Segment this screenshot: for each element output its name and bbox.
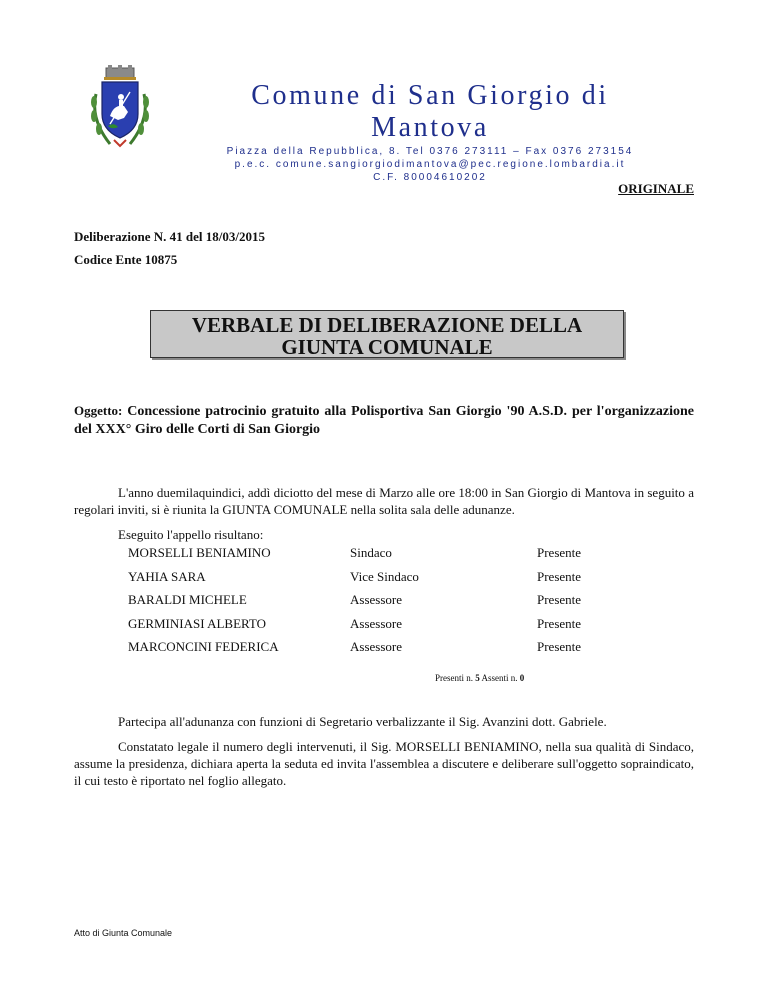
member-role: Assessore (350, 639, 402, 654)
title-line-2: GIUNTA COMUNALE (281, 335, 493, 359)
member-status: Presente (537, 545, 582, 560)
page-footer: Atto di Giunta Comunale (74, 928, 173, 938)
member-role: Vice Sindaco (350, 568, 419, 584)
member-status: Presente (537, 639, 582, 654)
quorum-paragraph (74, 738, 694, 789)
roll-call-label: Eseguito l'appello risultano: (118, 527, 264, 542)
member-name: MORSELLI BENIAMINO (128, 545, 271, 560)
title-line-1: VERBALE DI DELIBERAZIONE DELLA (191, 313, 583, 337)
municipality-pec: p.e.c. comune.sangiorgiodimantova@pec.regione.lombardia.it (234, 159, 626, 170)
subject (74, 402, 694, 439)
present-label: Presenti n. (435, 673, 473, 683)
member-name: MARCONCINI FEDERICA (128, 639, 279, 654)
document-title (150, 310, 624, 358)
member-name: YAHIA SARA (128, 568, 206, 584)
member-status: Presente (537, 592, 582, 607)
subject-text: Concessione patrocinio gratuito alla Polisportiva San Giorgio '90 A.S.D. per l'organizzazione del XXX° Giro delle Corti di San Giorgio (74, 404, 694, 437)
letterhead (190, 80, 670, 184)
municipality-address: Piazza della Repubblica, 8. Tel 0376 273111 – Fax 0376 273154 (226, 146, 634, 157)
entity-code: Codice Ente 10875 (74, 252, 178, 267)
absent-count: 0 (519, 673, 525, 683)
quorum-text: Constatato legale il numero degli intervenuti, il Sig. MORSELLI BENIAMINO, nella sua qualità di Sindaco, assume la presidenza, dichiara aperta la seduta ed invita l'assemblea a discutere e deliberare sull'oggetto sopraindicato, il cui testo è riportato nel foglio allegato. (74, 739, 694, 788)
municipal-crest-icon (88, 64, 152, 150)
member-status: Presente (537, 568, 582, 584)
member-name: GERMINIASI ALBERTO (128, 615, 267, 631)
absent-label: Assenti n. (481, 673, 518, 683)
intro-paragraph (74, 484, 694, 518)
secretary-paragraph (74, 713, 694, 730)
municipality-name: Comune di San Giorgio di Mantova (251, 80, 609, 143)
member-role: Assessore (350, 615, 402, 631)
member-role: Sindaco (350, 545, 392, 560)
document-status: ORIGINALE (618, 181, 694, 196)
member-status: Presente (537, 615, 582, 631)
municipality-tax-code: C.F. 80004610202 (373, 172, 487, 183)
member-role: Assessore (350, 592, 402, 607)
secretary-text: Partecipa all'adunanza con funzioni di Segretario verbalizzante il Sig. Avanzini dott. Gabriele. (118, 714, 607, 729)
deliberation-number: Deliberazione N. 41 del 18/03/2015 (74, 229, 266, 244)
intro-text: L'anno duemilaquindici, addì diciotto del mese di Marzo alle ore 18:00 in San Giorgio di Mantova in seguito a regolari inviti, si è riunita la GIUNTA COMUNALE nella solita sala delle adunanze. (74, 485, 694, 517)
attendance-totals (435, 673, 524, 683)
subject-label: Oggetto: (74, 403, 123, 418)
member-name: BARALDI MICHELE (128, 592, 247, 607)
present-count: 5 (475, 673, 480, 683)
